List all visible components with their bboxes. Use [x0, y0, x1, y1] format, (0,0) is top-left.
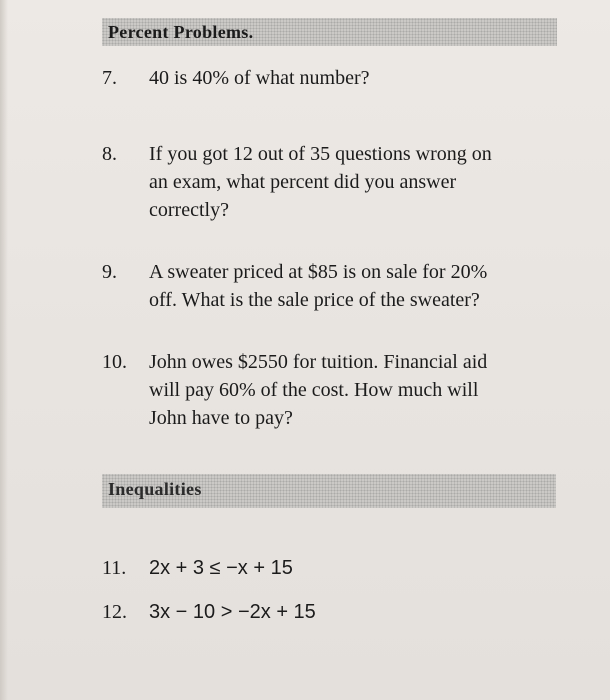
problem-line: John have to pay? [149, 407, 293, 429]
page-edge-shadow [0, 0, 8, 700]
problem-line: correctly? [149, 199, 229, 221]
inequality-expression: 3x − 10 > −2x + 15 [149, 601, 316, 623]
problem-line: will pay 60% of the cost. How much will [149, 379, 479, 401]
problem-number: 10. [102, 351, 127, 373]
problem-text [149, 258, 569, 314]
inequalities-title: Inequalities [108, 479, 202, 499]
inequality-expression: 2x + 3 ≤ −x + 15 [149, 557, 293, 579]
problem-text [149, 348, 569, 432]
inequalities-header [102, 474, 556, 508]
problem-line: an exam, what percent did you answer [149, 171, 457, 193]
problem-line: off. What is the sale price of the sweater? [149, 289, 480, 311]
problem-text [149, 64, 569, 92]
problem-line: If you got 12 out of 35 questions wrong on [149, 143, 492, 165]
problem-line: John owes $2550 for tuition. Financial aid [149, 351, 488, 373]
problem-line: A sweater priced at $85 is on sale for 20% [149, 261, 488, 283]
percent-problems-header [102, 18, 557, 46]
problem-text [149, 140, 569, 224]
problem-number: 12. [102, 601, 127, 623]
problem-line: 40 is 40% of what number? [149, 67, 370, 89]
percent-problems-title: Percent Problems. [108, 22, 254, 42]
problem-number: 7. [102, 67, 117, 89]
problem-number: 9. [102, 261, 117, 283]
problem-number: 11. [102, 557, 127, 579]
problem-number: 8. [102, 143, 117, 165]
